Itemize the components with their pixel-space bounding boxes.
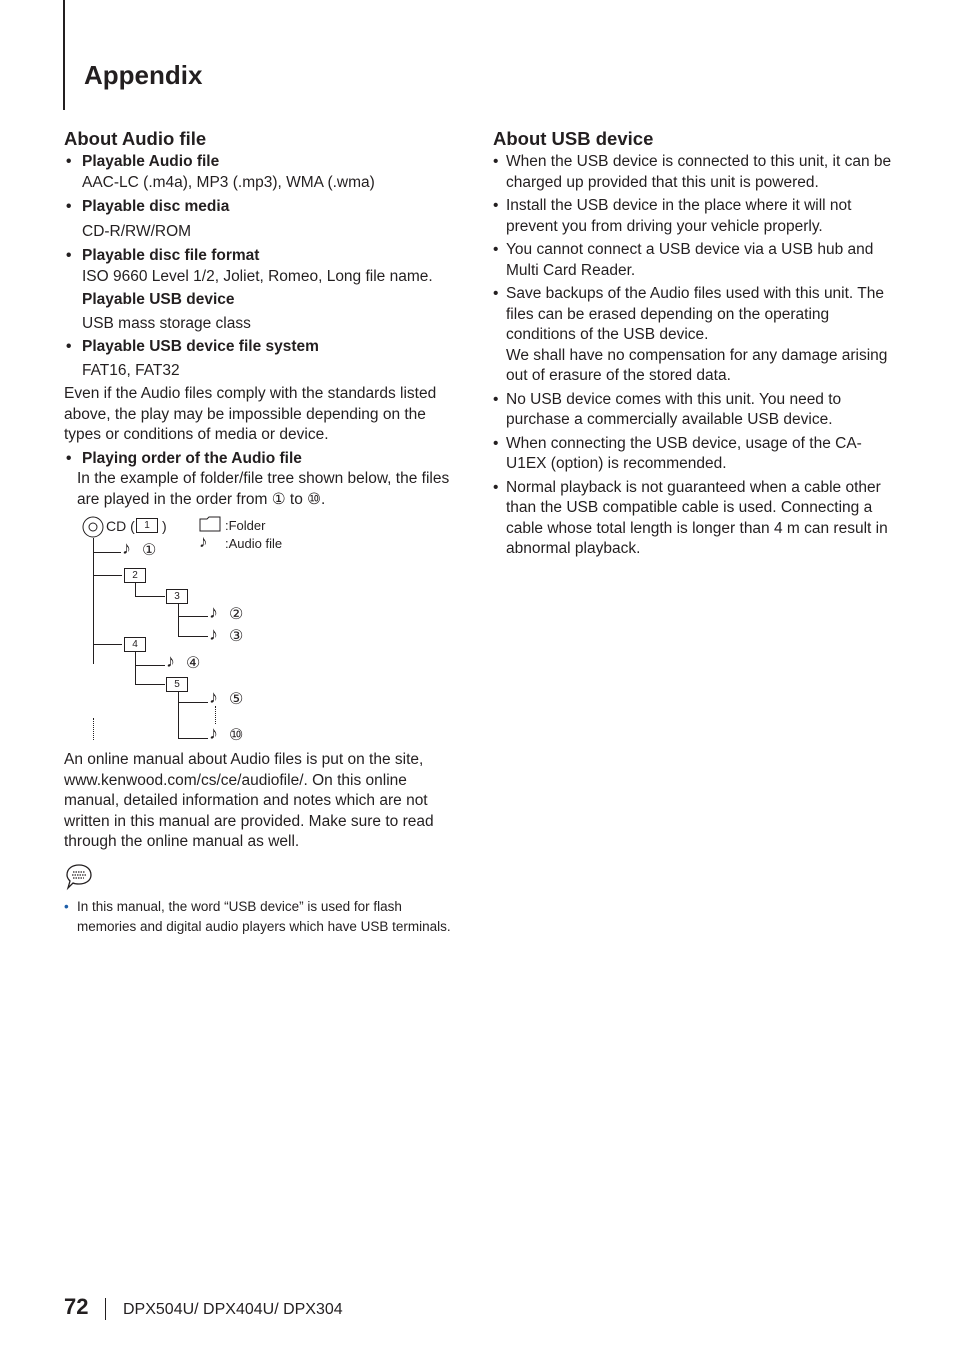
- continuation-dots: [215, 706, 216, 724]
- note-icon: [64, 863, 94, 891]
- audio-file-icon: ♪: [209, 723, 218, 743]
- usb-bullet: • When the USB device is connected to this unit, it can be charged up provided that this unit is powered.: [493, 153, 892, 191]
- usb-bullet-text: Save backups of the Audio files used with this unit. The files can be erased depending on the operating conditions of the USB device.: [506, 285, 884, 343]
- spec-label: Playable USB device: [82, 291, 235, 308]
- spec-value: USB mass storage class: [82, 314, 251, 332]
- audio-heading: About Audio file: [64, 128, 207, 149]
- audio-file-icon: ♪: [209, 602, 218, 622]
- spec-label: Playable Audio file: [82, 153, 220, 170]
- usb-bullet-text: Normal playback is not guaranteed when a cable other than the USB compatible cable is used. Connecting a cable whose total length is longer than 4 m can result in abnormal playback.: [506, 478, 888, 557]
- page-title: Appendix: [84, 60, 203, 90]
- file-marker: ⑤: [229, 691, 244, 708]
- compensation-text: We shall have no compensation for any damage arising out of erasure of the stored data.: [506, 346, 888, 384]
- spec-label: Playable disc file format: [82, 247, 260, 264]
- continuation-dots: [93, 718, 94, 740]
- spec-value: ISO 9660 Level 1/2, Joliet, Romeo, Long file name.: [82, 267, 433, 285]
- spec-label: Playable USB device file system: [82, 338, 319, 355]
- usb-bullet: • When connecting the USB device, usage of the CA-U1EX (option) is recommended.: [493, 434, 862, 472]
- folder-2: 2: [124, 568, 146, 583]
- usb-heading: About USB device: [493, 128, 654, 149]
- file-marker: ①: [142, 542, 157, 559]
- audio-file-legend-icon: ♪: [199, 532, 208, 551]
- header-rule: [63, 0, 65, 110]
- order-text: In the example of folder/file tree shown below, the files are played in the order from ① to ⑩.: [77, 470, 450, 508]
- order-label: Playing order of the Audio file: [82, 449, 302, 467]
- usb-bullet: • Install the USB device in the place where it will not prevent you from driving your vehicle properly.: [493, 197, 852, 235]
- folder-5: 5: [166, 677, 188, 692]
- cd-root-close: ): [162, 518, 167, 534]
- cd-root-label: CD (: [106, 518, 135, 534]
- audio-section: [64, 128, 464, 938]
- legend-audio: :Audio file: [225, 536, 283, 551]
- footer-divider: [105, 1298, 106, 1320]
- usb-bullet: • You cannot connect a USB device via a USB hub and Multi Card Reader.: [493, 241, 874, 279]
- folder-1: 1: [136, 518, 158, 533]
- usb-bullet: • No USB device comes with this unit. You need to purchase a commercially available USB device.: [493, 390, 842, 428]
- spec-value: FAT16, FAT32: [82, 361, 180, 379]
- spec-value: AAC-LC (.m4a), MP3 (.mp3), WMA (.wma): [82, 173, 375, 191]
- cd-icon: [82, 516, 104, 538]
- audio-file-icon: ♪: [166, 651, 175, 671]
- file-marker: ④: [186, 655, 201, 672]
- spec-item: [64, 290, 464, 334]
- usb-section: [493, 128, 893, 563]
- audio-file-icon: ♪: [209, 687, 218, 707]
- online-pre: An online manual about Audio files is put on the site,: [64, 751, 424, 768]
- folder-tree-diagram: [64, 516, 444, 746]
- file-marker: ⑩: [229, 727, 244, 744]
- usb-bullet: • Save backups of the Audio files used with this unit. The files can be erased depending on the operating conditions of the USB device. We shall have no compensation for any damage arising out of erasure of the stored data.: [493, 284, 893, 387]
- spec-item: • Playable Audio file AAC-LC (.m4a), MP3 (.mp3), WMA (.wma): [64, 152, 464, 193]
- file-marker: ③: [229, 628, 244, 645]
- audio-file-icon: ♪: [122, 538, 131, 558]
- playing-order: • Playing order of the Audio file In the example of folder/file tree shown below, the files are played in the order from ① to ⑩.: [64, 449, 464, 511]
- audio-file-icon: ♪: [209, 624, 218, 644]
- spec-value: CD-R/RW/ROM: [82, 222, 192, 240]
- usb-bullet-text: When the USB device is connected to this unit, it can be charged up provided that this unit is powered.: [506, 153, 892, 191]
- online-post: . On this online manual, detailed information and notes which are not written in this manual are provided. Make sure to read through the online manual as well.: [64, 771, 434, 850]
- model-names: DPX504U/ DPX404U/ DPX304: [123, 1301, 343, 1318]
- file-marker: ②: [229, 606, 244, 623]
- folder-3: 3: [166, 589, 188, 604]
- usb-bullet: • Normal playback is not guaranteed when a cable other than the USB compatible cable is used. Connecting a cable whose total length is longer than 4 m can result in abnormal playback.: [493, 478, 888, 557]
- spec-item: • Playable disc media CD-R/RW/ROM: [64, 197, 464, 242]
- note-text: In this manual, the word “USB device” is used for flash memories and digital audio players which have USB terminals.: [77, 898, 451, 934]
- spec-item: • Playable USB device file system FAT16, FAT32: [64, 337, 464, 381]
- online-manual-text: [64, 750, 464, 853]
- usb-bullet-text: When connecting the USB device, usage of the CA-U1EX (option) is recommended.: [506, 434, 862, 472]
- folder-4: 4: [124, 637, 146, 652]
- standards-note: Even if the Audio files comply with the standards listed above, the play may be impossible depending on the types or conditions of media or device.: [64, 385, 437, 443]
- usb-bullet-text: You cannot connect a USB device via a USB hub and Multi Card Reader.: [506, 241, 874, 279]
- usb-bullet-text: Install the USB device in the place where it will not prevent you from driving your vehicle properly.: [506, 197, 852, 235]
- legend-folder: :Folder: [225, 518, 266, 533]
- online-link[interactable]: www.kenwood.com/cs/ce/audiofile/: [64, 771, 304, 789]
- folder-legend-icon: [199, 516, 221, 532]
- page-number: 72: [64, 1294, 89, 1319]
- spec-label: Playable disc media: [82, 198, 230, 215]
- usb-bullet-text: No USB device comes with this unit. You need to purchase a commercially available USB device.: [506, 390, 842, 428]
- spec-item: • Playable disc file format ISO 9660 Level 1/2, Joliet, Romeo, Long file name.: [64, 246, 464, 287]
- note-item: • In this manual, the word “USB device” is used for flash memories and digital audio players which have USB terminals.: [64, 898, 451, 934]
